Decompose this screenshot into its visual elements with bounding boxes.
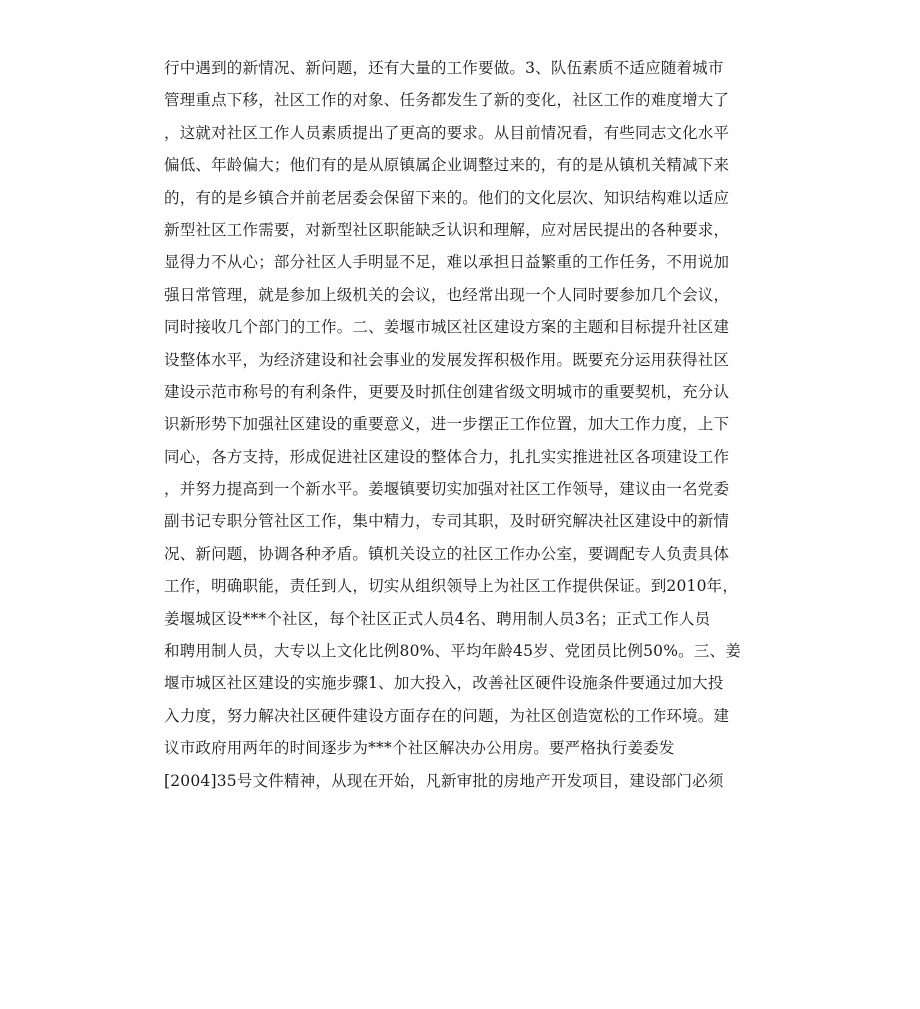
text-line: 管理重点下移，社区工作的对象、任务都发生了新的变化，社区工作的难度增大了 [164, 91, 730, 110]
text-line: 堰市城区社区建设的实施步骤1、加大投入，改善社区硬件设施条件要通过加大投 [164, 674, 724, 693]
text-line: 姜堰城区设***个社区，每个社区正式人员4名、聘用制人员3名；正式工作人员 [164, 609, 711, 628]
text-line: 同心，各方支持，形成促进社区建设的整体合力，扎扎实实推进社区各项建设工作 [164, 447, 730, 466]
text-line: 议市政府用两年的时间逐步为***个社区解决办公用房。要严格执行姜委发 [164, 739, 675, 758]
body-text [164, 52, 764, 797]
text-line: 设整体水平，为经济建设和社会事业的发展发挥积极作用。既要充分运用获得社区 [164, 350, 730, 369]
text-line: 建设示范市称号的有利条件，更要及时抓住创建省级文明城市的重要契机，充分认 [164, 382, 730, 401]
text-line: 偏低、年龄偏大；他们有的是从原镇属企业调整过来的，有的是从镇机关精减下来 [164, 156, 730, 175]
text-line: [2004]35号文件精神，从现在开始，凡新审批的房地产开发项目，建设部门必须 [164, 771, 724, 790]
text-line: 的，有的是乡镇合并前老居委会保留下来的。他们的文化层次、知识结构难以适应 [164, 188, 730, 207]
text-line: 工作，明确职能，责任到人，切实从组织领导上为社区工作提供保证。到2010年， [164, 577, 739, 596]
text-line: ，这就对社区工作人员素质提出了更高的要求。从目前情况看，有些同志文化水平 [164, 123, 730, 142]
text-line: ，并努力提高到一个新水平。姜堰镇要切实加强对社区工作领导，建议由一名党委 [164, 480, 730, 499]
text-line: 强日常管理，就是参加上级机关的会议，也经常出现一个人同时要参加几个会议， [164, 285, 730, 304]
text-line: 同时接收几个部门的工作。二、姜堰市城区社区建设方案的主题和目标提升社区建 [164, 318, 730, 337]
text-line: 显得力不从心；部分社区人手明显不足，难以承担日益繁重的工作任务，不用说加 [164, 253, 730, 272]
text-line: 识新形势下加强社区建设的重要意义，进一步摆正工作位置，加大工作力度，上下 [164, 415, 730, 434]
text-line: 新型社区工作需要，对新型社区职能缺乏认识和理解，应对居民提出的各种要求， [164, 220, 730, 239]
text-line: 况、新问题，协调各种矛盾。镇机关设立的社区工作办公室，要调配专人负责具体 [164, 544, 730, 563]
text-line: 副书记专职分管社区工作，集中精力，专司其职，及时研究解决社区建设中的新情 [164, 512, 730, 531]
text-line: 入力度，努力解决社区硬件建设方面存在的问题，为社区创造宽松的工作环境。建 [164, 706, 730, 725]
text-line: 行中遇到的新情况、新问题，还有大量的工作要做。3、队伍素质不适应随着城市 [164, 59, 724, 77]
text-line: 和聘用制人员，大专以上文化比例80%、平均年龄45岁、党团员比例50%。三、姜 [164, 642, 741, 661]
